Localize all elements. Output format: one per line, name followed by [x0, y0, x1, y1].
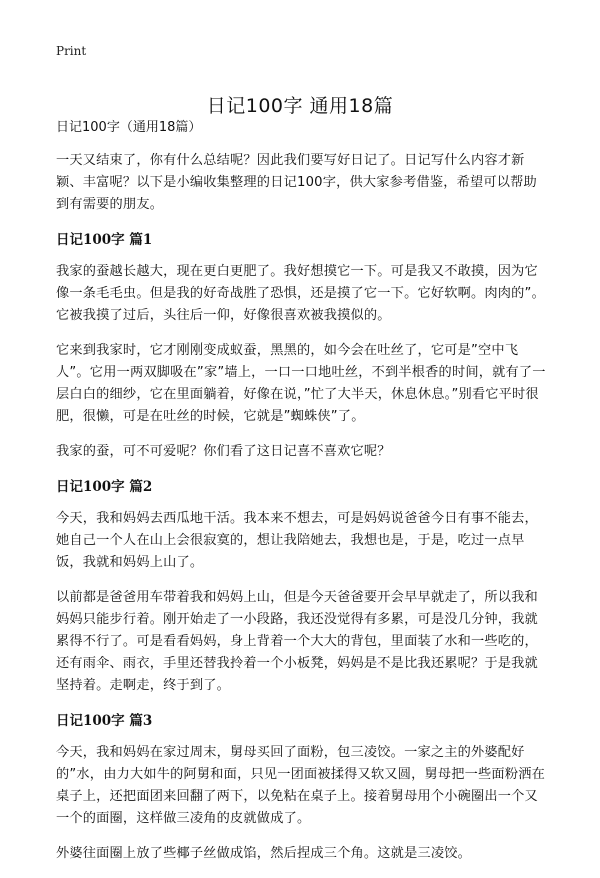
section-1 — [56, 229, 548, 463]
section-heading: 日记100字 篇3 — [56, 713, 153, 729]
section-paragraph: 今天，我和妈妈在家过周末，舅母买回了面粉，包三凌饺。一家之主的外婆配好的”水，由力大如牛的阿舅和面，只见一团面被揉得又软又圆，舅母把一些面粉洒在桌子上，还把面团来回翻了两下，以免粘在桌子上。接着舅母用个小碗圈出一个又一个的面圈，这样做三凌角的皮就做成了。 — [56, 745, 545, 826]
section-paragraph: 它来到我家时，它才刚刚变成蚁蚕，黑黑的，如今会在吐丝了，它可是”空中飞人”。它用一两双脚吸在”家”墙上，一口一口地吐丝，不到半根香的时间，就有了一层白白的细纱，它在里面躺着，好像在说，”忙了大半天，休息休息。”别看它平时很肥，很懒，可是在吐丝的时候，它就是”蜘蛛侠”了。 — [56, 343, 546, 424]
section-paragraph: 以前都是爸爸用车带着我和妈妈上山，但是今天爸爸要开会早早就走了，所以我和妈妈只能步行着。刚开始走了一小段路，我还没觉得有多累，可是没几分钟，我就累得不行了。可是看看妈妈，身上背着一个大大的背包，里面装了水和一些吃的，还有雨伞、雨衣，手里还替我拎着一个小板凳，妈妈是不是比我还累呢？于是我就坚持着。走啊走，终于到了。 — [56, 590, 538, 693]
print-label[interactable]: Print — [56, 44, 87, 58]
section-2 — [56, 476, 548, 697]
page-title: 日记100字 通用18篇 — [206, 94, 394, 117]
document-body — [56, 118, 548, 878]
intro-paragraph: 一天又结束了，你有什么总结呢？因此我们要写好日记了。日记写什么内容才新颖、丰富呢？以下是小编收集整理的日记100字，供大家参考借鉴，希望可以帮助到有需要的朋友。 — [56, 153, 537, 212]
section-heading: 日记100字 篇2 — [56, 479, 153, 495]
subtitle: 日记100字（通用18篇） — [56, 120, 202, 135]
section-paragraph: 外婆往面圈上放了些椰子丝做成馅，然后捏成三个角。这就是三凌饺。 — [56, 846, 472, 861]
section-paragraph: 我家的蚕，可不可爱呢？你们看了这日记喜不喜欢它呢？ — [56, 444, 391, 459]
section-3 — [56, 710, 548, 865]
section-paragraph: 我家的蚕越长越大，现在更白更肥了。我好想摸它一下。可是我又不敢摸，因为它像一条毛毛虫。但是我的好奇战胜了恐惧，还是摸了它一下。它好软啊。肉肉的”。它被我摸了过后，头往后一仰，好像很喜欢被我摸似的。 — [56, 264, 545, 323]
section-paragraph: 今天，我和妈妈去西瓜地干活。我本来不想去，可是妈妈说爸爸今日有事不能去，她自己一个人在山上会很寂寞的，想让我陪她去，我想也是，于是，吃过一点早饭，我就和妈妈上山了。 — [56, 511, 538, 570]
section-heading: 日记100字 篇1 — [56, 232, 153, 248]
